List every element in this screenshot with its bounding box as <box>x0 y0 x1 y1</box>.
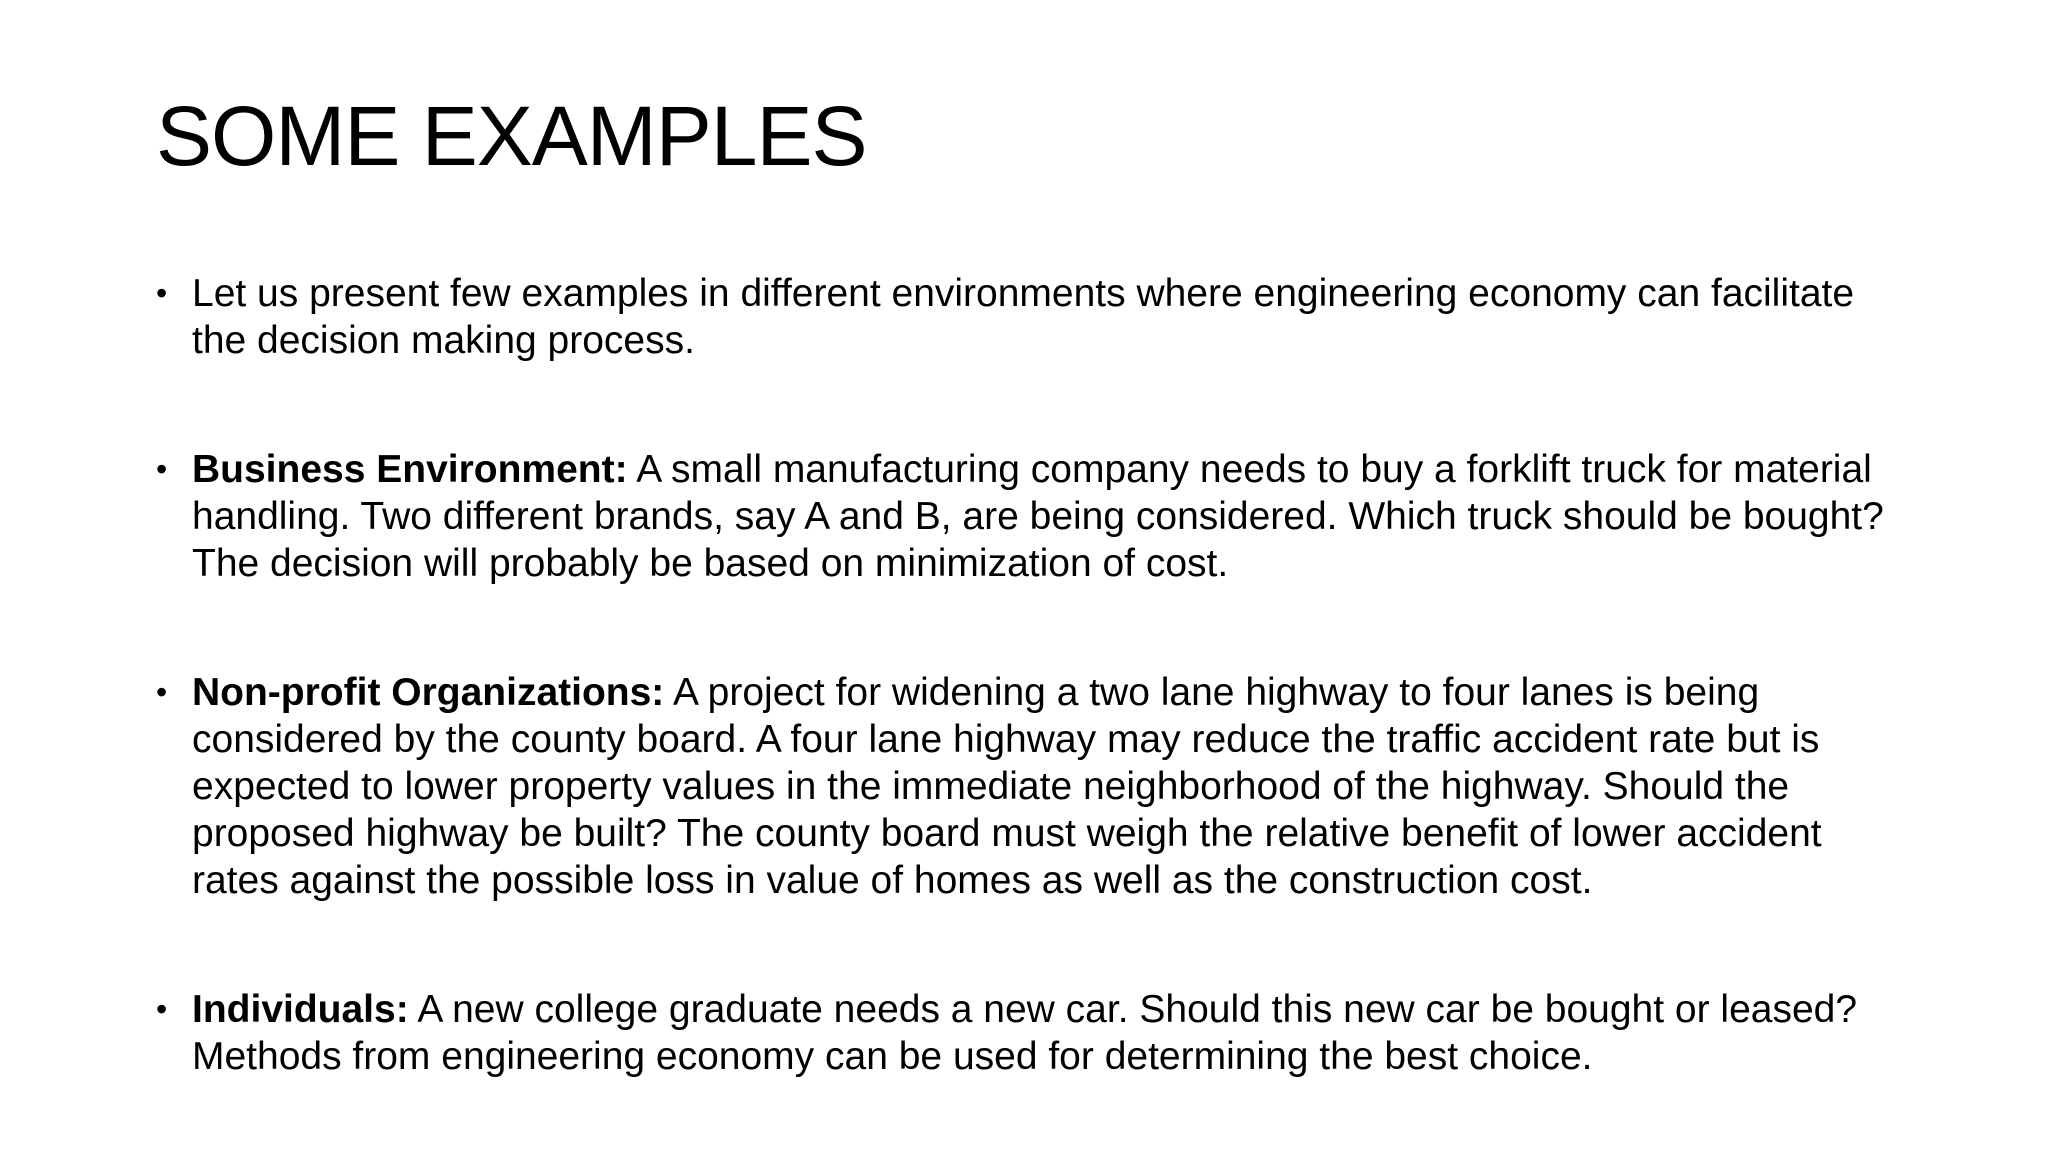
bullet-item-nonprofit <box>156 669 1916 904</box>
bullet-dot-icon: • <box>156 275 168 311</box>
bullet-text: Let us present few examples in different environments where engineering economy can facilitate the decision making process. <box>192 272 1855 362</box>
bullet-dot-icon: • <box>156 991 168 1027</box>
bullet-dot-icon: • <box>156 451 168 487</box>
bullet-text: A small manufacturing company needs to buy a forklift truck for material handling. Two different brands, say A and B, are being considered. Which truck should be bought? The decision will probably be based on minimization of cost. <box>192 448 1884 585</box>
slide-title: SOME EXAMPLES <box>156 89 867 183</box>
bullet-item-intro <box>156 270 1916 364</box>
bullet-text: A project for widening a two lane highway to four lanes is being considered by the county board. A four lane highway may reduce the traffic accident rate but is expected to lower property values in the immediate neighborhood of the highway. Should the proposed highway be built? The county board must weigh the relative benefit of lower accident rates against the possible loss in value of homes as well as the construction cost. <box>192 671 1822 902</box>
bullet-dot-icon: • <box>156 674 168 710</box>
bullet-lead: Individuals: <box>192 988 409 1031</box>
bullet-item-business <box>156 446 1916 587</box>
bullet-lead: Business Environment: <box>192 448 628 491</box>
bullet-lead: Non-profit Organizations: <box>192 671 665 714</box>
bullet-text: A new college graduate needs a new car. Should this new car be bought or leased? Methods from engineering economy can be used for determining the best choice. <box>192 988 1858 1078</box>
bullet-item-individuals <box>156 986 1916 1080</box>
bullet-list <box>156 270 1916 1080</box>
